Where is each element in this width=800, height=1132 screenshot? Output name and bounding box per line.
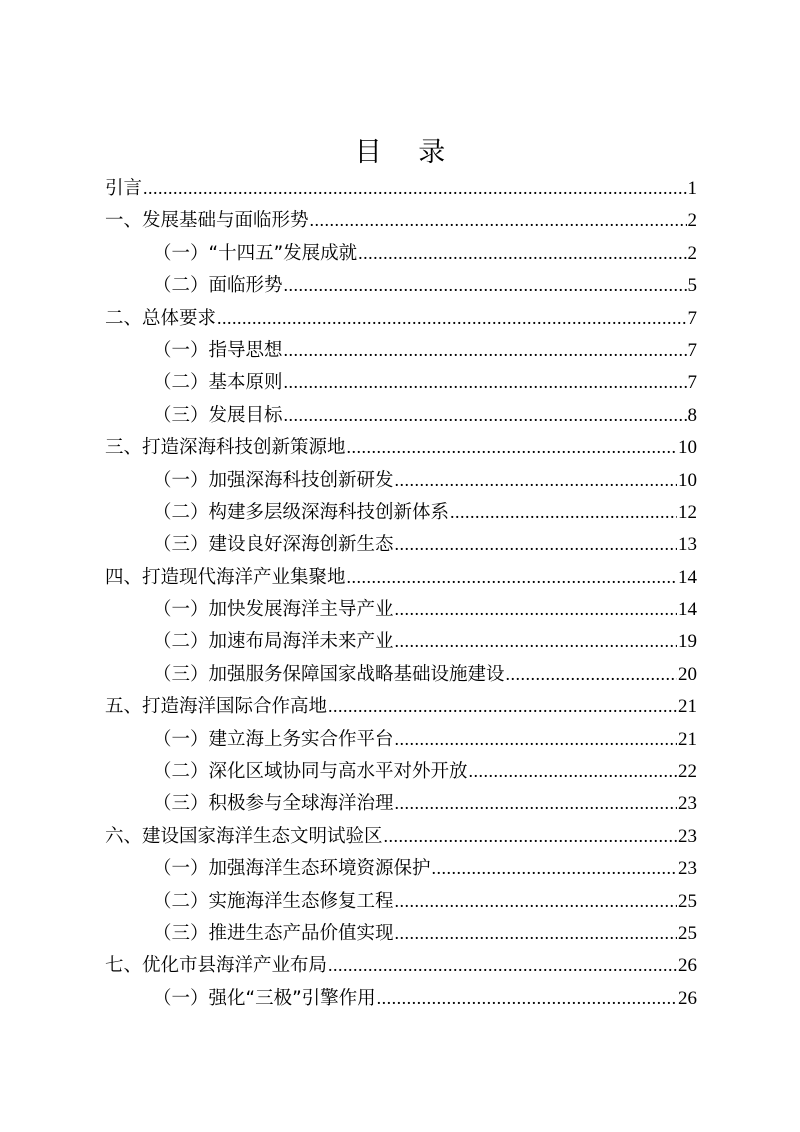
toc-entry-title: （三）推进生态产品价值实现 (153, 922, 394, 944)
toc-entry[interactable] (105, 431, 697, 463)
toc-entry[interactable] (105, 787, 697, 819)
toc-entry-title: 五、打造海洋国际合作高地 (105, 696, 328, 718)
toc-dot-leader (469, 755, 677, 787)
toc-entry-page-number: 22 (678, 761, 697, 783)
toc-entry-title: （二）深化区域协同与高水平对外开放 (153, 761, 468, 783)
toc-entry[interactable] (105, 399, 697, 431)
toc-entry-page-number: 10 (678, 469, 697, 491)
toc-entry-page-number: 20 (678, 663, 697, 685)
toc-entry-title: （三）加强服务保障国家战略基础设施建设 (153, 663, 505, 685)
toc-entry-page-number: 23 (678, 825, 697, 847)
toc-dot-leader (284, 334, 687, 366)
toc-entry[interactable] (105, 464, 697, 496)
toc-entry[interactable] (105, 334, 697, 366)
toc-entry[interactable] (105, 690, 697, 722)
toc-entry-page-number: 26 (678, 987, 697, 1009)
toc-entry-title: （二）加速布局海洋未来产业 (153, 631, 394, 653)
toc-entry-page-number: 26 (678, 955, 697, 977)
toc-entry-title: （二）构建多层级深海科技创新体系 (153, 501, 450, 523)
toc-entry-page-number: 19 (678, 631, 697, 653)
toc-entry-title: 六、建设国家海洋生态文明试验区 (105, 825, 383, 847)
toc-entry[interactable] (105, 982, 697, 1014)
toc-dot-leader (395, 723, 677, 755)
toc-dot-leader (395, 885, 677, 917)
toc-dot-leader (143, 172, 686, 204)
toc-dot-leader (217, 302, 686, 334)
toc-entry[interactable] (105, 949, 697, 981)
toc-dot-leader (395, 917, 677, 949)
toc-entry-title: 三、打造深海科技创新策源地 (105, 437, 346, 459)
toc-entry-title: （一）“十四五”发展成就 (153, 242, 358, 264)
toc-title: 目 录 (354, 137, 460, 168)
toc-entry-title: 引言 (105, 178, 143, 199)
toc-entry[interactable] (105, 917, 697, 949)
toc-entry[interactable] (105, 852, 697, 884)
toc-entry[interactable] (105, 755, 697, 787)
toc-list (105, 172, 697, 1014)
toc-dot-leader (377, 982, 677, 1014)
toc-entry-page-number: 14 (678, 566, 697, 588)
toc-entry[interactable] (105, 528, 697, 560)
toc-entry[interactable] (105, 561, 697, 593)
toc-dot-leader (395, 787, 677, 819)
toc-entry-page-number: 1 (687, 178, 697, 199)
toc-entry-page-number: 12 (678, 501, 697, 523)
toc-entry-page-number: 2 (687, 210, 697, 232)
toc-entry-page-number: 14 (678, 599, 697, 621)
toc-entry-title: （一）指导思想 (153, 339, 283, 361)
toc-entry-title: （一）加强海洋生态环境资源保护 (153, 858, 431, 880)
toc-entry[interactable] (105, 658, 697, 690)
toc-entry-page-number: 7 (687, 339, 697, 361)
toc-entry[interactable] (105, 723, 697, 755)
toc-dot-leader (328, 690, 677, 722)
toc-dot-leader (310, 204, 687, 236)
toc-entry[interactable] (105, 302, 697, 334)
toc-entry-page-number: 23 (678, 858, 697, 880)
toc-entry-title: （一）强化“三极”引擎作用 (153, 987, 376, 1009)
toc-dot-leader (432, 852, 677, 884)
toc-dot-leader (358, 237, 686, 269)
toc-dot-leader (284, 366, 687, 398)
toc-entry-title: （三）积极参与全球海洋治理 (153, 793, 394, 815)
toc-entry[interactable] (105, 885, 697, 917)
toc-dot-leader (395, 593, 677, 625)
toc-entry-title: （二）实施海洋生态修复工程 (153, 890, 394, 912)
toc-entry-title: 四、打造现代海洋产业集聚地 (105, 566, 346, 588)
toc-entry-page-number: 7 (687, 307, 697, 329)
toc-entry-title: （二）基本原则 (153, 372, 283, 394)
toc-entry[interactable] (105, 172, 697, 204)
toc-dot-leader (395, 625, 677, 657)
toc-entry-page-number: 10 (678, 437, 697, 459)
toc-entry-title: （三）发展目标 (153, 404, 283, 426)
toc-entry[interactable] (105, 269, 697, 301)
toc-dot-leader (506, 658, 677, 690)
toc-entry-page-number: 8 (687, 404, 697, 426)
toc-dot-leader (347, 561, 677, 593)
toc-entry[interactable] (105, 366, 697, 398)
toc-entry-page-number: 25 (678, 922, 697, 944)
toc-entry[interactable] (105, 237, 697, 269)
toc-entry-title: （一）加快发展海洋主导产业 (153, 599, 394, 621)
toc-entry[interactable] (105, 593, 697, 625)
toc-entry[interactable] (105, 204, 697, 236)
toc-entry-title: 七、优化市县海洋产业布局 (105, 955, 328, 977)
toc-entry-page-number: 5 (687, 275, 697, 297)
toc-entry-page-number: 23 (678, 793, 697, 815)
toc-entry-page-number: 13 (678, 534, 697, 556)
toc-entry-title: （一）建立海上务实合作平台 (153, 728, 394, 750)
toc-entry[interactable] (105, 496, 697, 528)
toc-dot-leader (284, 399, 687, 431)
toc-dot-leader (284, 269, 687, 301)
toc-entry-title: 一、发展基础与面临形势 (105, 210, 309, 232)
toc-entry[interactable] (105, 820, 697, 852)
toc-entry-page-number: 2 (687, 242, 697, 264)
toc-entry[interactable] (105, 625, 697, 657)
toc-dot-leader (395, 528, 677, 560)
toc-entry-title: 二、总体要求 (105, 307, 217, 329)
toc-entry-title: （一）加强深海科技创新研发 (153, 469, 394, 491)
toc-dot-leader (395, 464, 677, 496)
toc-entry-page-number: 25 (678, 890, 697, 912)
toc-entry-page-number: 21 (678, 696, 697, 718)
toc-entry-page-number: 7 (687, 372, 697, 394)
toc-entry-title: （三）建设良好深海创新生态 (153, 534, 394, 556)
toc-dot-leader (384, 820, 677, 852)
toc-entry-page-number: 21 (678, 728, 697, 750)
toc-dot-leader (347, 431, 677, 463)
toc-dot-leader (450, 496, 677, 528)
toc-dot-leader (328, 949, 677, 981)
toc-entry-title: （二）面临形势 (153, 275, 283, 297)
